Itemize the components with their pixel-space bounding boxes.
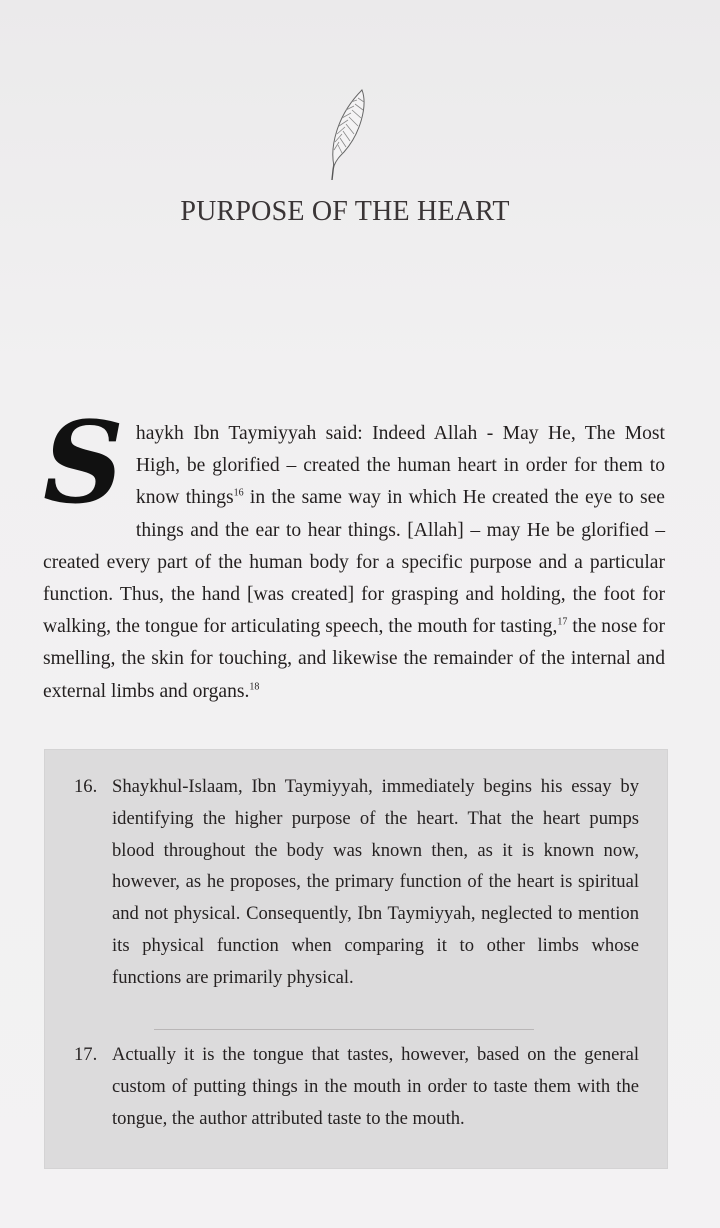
footnote-ref-17[interactable]: 17 bbox=[557, 616, 568, 628]
footnote-text: Shaykhul-Islaam, Ibn Taymiyyah, immediately begins his essay by identifying the higher purpose of the heart. That the heart pumps blood throughout the body was known then, as it is known now, however, as he proposes, the primary function of the heart is spiritual and not physical. Consequently, Ibn Taymiyyah, neglected to mention its physical function when comparing it to other limbs whose functions are primarily physical. bbox=[112, 776, 639, 988]
footnote-16 bbox=[74, 771, 639, 994]
body-text-part-1: haykh Ibn Taymiyyah said: Indeed Allah - May He, The Most High, be glorified – created the human heart in order for them to know things bbox=[135, 423, 665, 509]
body-paragraph bbox=[43, 398, 665, 708]
footnote-number: 16. bbox=[74, 776, 98, 797]
footnote-ref-16[interactable]: 16 bbox=[233, 487, 244, 499]
drop-cap: S bbox=[43, 398, 124, 529]
footnote-ref-18[interactable]: 18 bbox=[249, 681, 260, 693]
body-text-part-2: in the same way in which He created the eye to see things and the ear to hear things. [Allah] – may He be glorified – created every part of the human body for a specific purpose and a particular function. Thus, the hand [was created] for grasping and holding, the foot for walking, the tongue for articulating speech, the mouth for tasting, bbox=[43, 487, 665, 638]
footnotes-box bbox=[44, 749, 668, 1169]
feather-icon bbox=[318, 86, 370, 182]
footnote-divider bbox=[154, 1029, 534, 1030]
footnote-text: Actually it is the tongue that tastes, however, based on the general custom of putting things in the mouth in order to taste them with the tongue, the author attributed taste to the mouth. bbox=[112, 1044, 639, 1129]
chapter-title: PURPOSE OF THE HEART bbox=[180, 196, 510, 227]
footnote-number: 17. bbox=[74, 1044, 98, 1065]
footnote-17 bbox=[74, 1039, 639, 1134]
body-text-part-3: the nose for smelling, the skin for touching, and likewise the remainder of the internal and external limbs and organs. bbox=[43, 616, 665, 702]
